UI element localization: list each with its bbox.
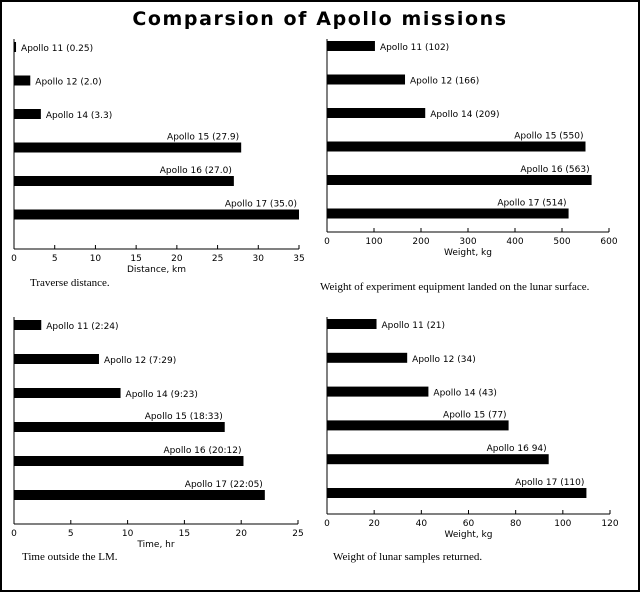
caption-lunar-samples-weight: Weight of lunar samples returned. — [333, 551, 483, 563]
chart-svg — [0, 34, 318, 296]
bar-label: Apollo 15 (77) — [443, 410, 507, 421]
x-tick-label: 15 — [130, 254, 142, 264]
bar-label: Apollo 11 (0.25) — [21, 44, 94, 54]
x-tick-label: 10 — [121, 529, 134, 539]
bar-label: Apollo 11 (102) — [379, 43, 450, 53]
bar-label: Apollo 17 (35.0) — [224, 199, 297, 210]
x-tick-label: 0 — [324, 237, 330, 247]
bar-apollo-14 — [14, 388, 121, 398]
bar-label: Apollo 14 (43) — [433, 388, 497, 399]
bar-apollo-15 — [327, 142, 586, 152]
x-tick-label: 25 — [211, 254, 224, 264]
x-tick-label: 10 — [89, 254, 102, 264]
bar-apollo-12 — [327, 353, 407, 363]
bar-label: Apollo 15 (550) — [514, 131, 584, 142]
bar-apollo-17 — [327, 209, 569, 219]
x-tick-label: 500 — [553, 237, 571, 247]
bar-apollo-17 — [14, 210, 299, 220]
bar-apollo-17 — [14, 490, 265, 500]
x-tick-label: 200 — [412, 237, 430, 247]
bar-label: Apollo 12 (34) — [412, 354, 476, 365]
bar-label: Apollo 17 (514) — [497, 198, 567, 209]
x-axis-label: Weight, kg — [443, 248, 493, 258]
bar-apollo-14 — [14, 109, 41, 119]
bar-apollo-16 — [327, 454, 549, 464]
x-tick-label: 15 — [178, 529, 191, 539]
bar-label: Apollo 17 (110) — [515, 478, 585, 488]
bar-apollo-15 — [327, 420, 509, 430]
bar-label: Apollo 15 (18:33) — [144, 412, 223, 422]
bar-apollo-11 — [327, 41, 375, 51]
bar-label: Apollo 16 (27.0) — [159, 166, 232, 176]
chart-lunar-samples-weight — [318, 312, 640, 574]
bar-label: Apollo 12 (7:29) — [103, 356, 177, 366]
x-tick-label: 30 — [252, 254, 265, 264]
bar-label: Apollo 12 (2.0) — [35, 77, 102, 88]
bar-label: Apollo 12 (166) — [410, 76, 480, 87]
bar-apollo-16 — [14, 176, 234, 186]
x-tick-label: 35 — [293, 254, 305, 264]
x-tick-label: 20 — [235, 529, 247, 539]
bar-apollo-11 — [327, 319, 377, 329]
x-tick-label: 20 — [368, 519, 380, 529]
bar-apollo-14 — [327, 387, 428, 397]
bar-apollo-15 — [14, 422, 225, 432]
chart-svg — [318, 312, 640, 574]
bar-label: Apollo 11 (21) — [381, 321, 446, 331]
caption-traverse-distance: Traverse distance. — [30, 277, 110, 289]
bar-apollo-15 — [14, 143, 241, 153]
bar-label: Apollo 14 (209) — [430, 110, 500, 120]
x-tick-label: 400 — [506, 237, 524, 247]
bar-apollo-14 — [327, 108, 425, 118]
chart-experiment-equipment-weight — [318, 34, 640, 296]
bar-label: Apollo 16 (20:12) — [163, 446, 242, 456]
x-axis-label: Weight, kg — [444, 530, 493, 540]
bar-apollo-12 — [14, 76, 30, 86]
caption-experiment-equipment-weight: Weight of experiment equipment landed on the lunar surface. — [320, 281, 590, 293]
x-tick-label: 0 — [324, 519, 330, 529]
x-tick-label: 100 — [554, 519, 572, 529]
bar-apollo-17 — [327, 488, 586, 498]
bar-label: Apollo 17 (22:05) — [184, 480, 263, 490]
x-tick-label: 100 — [365, 237, 383, 247]
x-tick-label: 600 — [600, 237, 618, 247]
x-tick-label: 5 — [51, 254, 58, 264]
bar-apollo-12 — [14, 354, 99, 364]
x-tick-label: 80 — [509, 519, 522, 529]
bar-apollo-16 — [14, 456, 243, 466]
x-tick-label: 60 — [462, 519, 475, 529]
x-axis-label: Distance, km — [126, 265, 187, 275]
x-tick-label: 0 — [11, 254, 17, 264]
x-tick-label: 20 — [171, 254, 183, 264]
x-axis-label: Time, hr — [137, 540, 175, 550]
x-tick-label: 0 — [11, 529, 17, 539]
bar-apollo-16 — [327, 175, 592, 185]
bar-label: Apollo 16 (563) — [520, 165, 590, 175]
caption-time-outside-lm: Time outside the LM. — [22, 551, 118, 563]
x-tick-label: 25 — [292, 529, 304, 539]
bar-apollo-12 — [327, 75, 405, 85]
bar-label: Apollo 15 (27.9) — [167, 132, 240, 143]
page-title: Comparsion of Apollo missions — [132, 8, 508, 30]
x-tick-label: 120 — [601, 519, 619, 529]
chart-svg — [0, 312, 318, 574]
chart-time-outside-lm — [0, 312, 318, 574]
bar-label: Apollo 11 (2:24) — [46, 322, 119, 332]
bar-label: Apollo 14 (3.3) — [45, 111, 113, 121]
chart-svg — [318, 34, 640, 296]
bar-apollo-11 — [14, 320, 41, 330]
chart-traverse-distance — [0, 34, 318, 296]
bar-label: Apollo 16 94) — [486, 444, 547, 455]
x-tick-label: 40 — [415, 519, 428, 529]
bar-apollo-11 — [14, 42, 16, 52]
x-tick-label: 5 — [67, 529, 74, 539]
x-tick-label: 300 — [459, 237, 477, 247]
bar-label: Apollo 14 (9:23) — [125, 390, 198, 400]
